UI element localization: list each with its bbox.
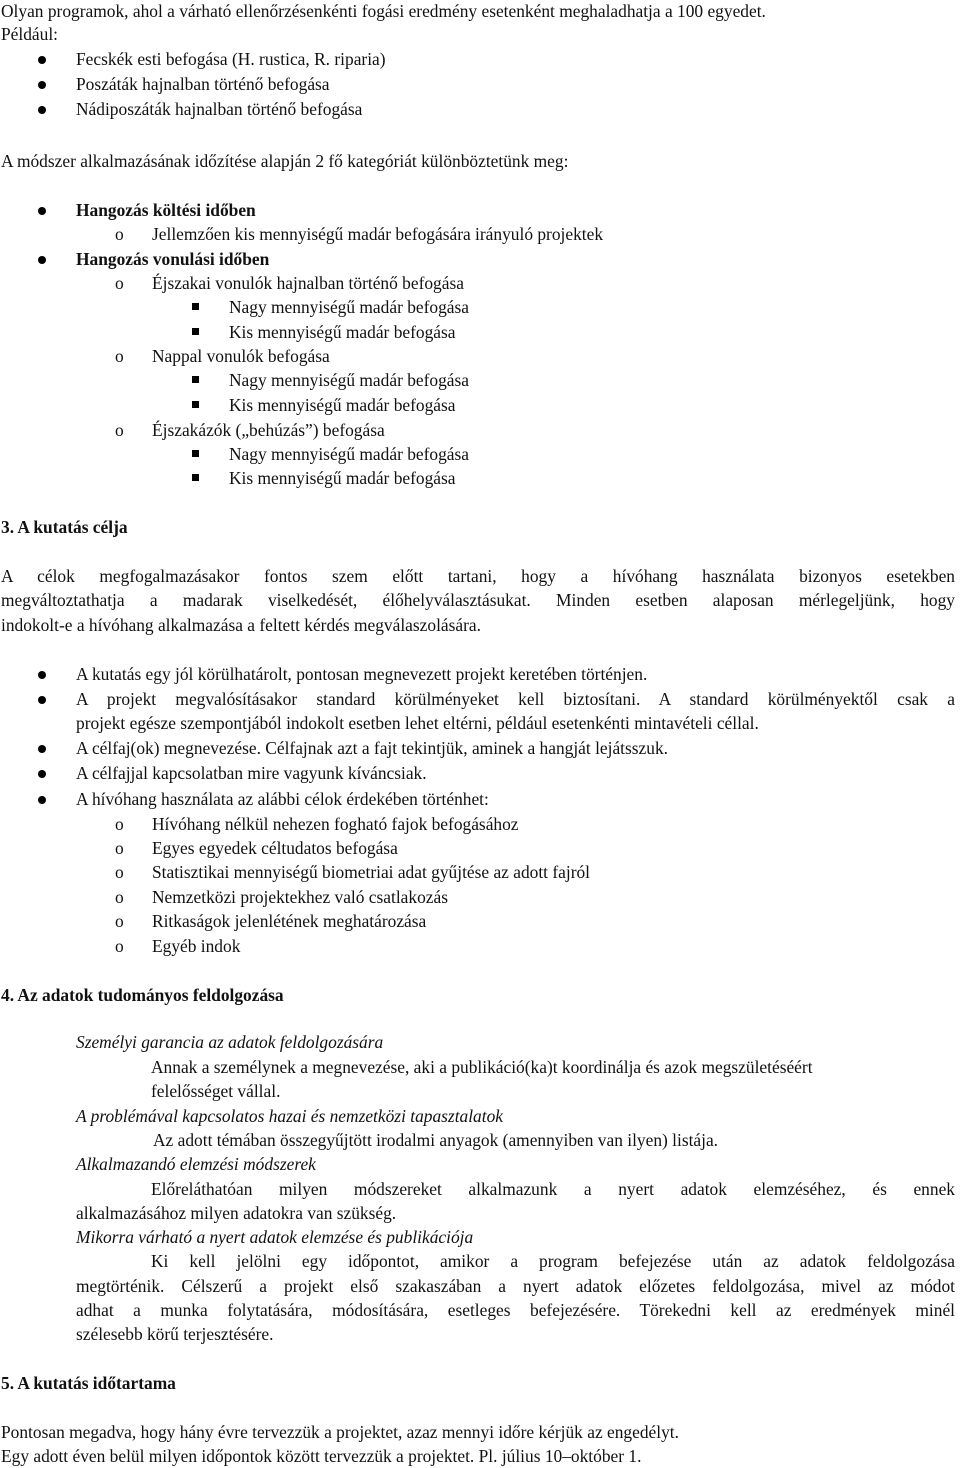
sub-item-large: Nagy mennyiségű madár befogása: [229, 297, 470, 317]
section-4-title: 4. Az adatok tudományos feldolgozása: [1, 985, 284, 1005]
bullet-icon: [38, 696, 46, 704]
square-bullet-icon: [192, 303, 199, 310]
purpose-item: Egyes egyedek céltudatos befogása: [152, 838, 398, 858]
aim-item: A hívóhang használata az alábbi célok érdekében történhet:: [76, 789, 489, 809]
purpose-item: Statisztikai mennyiségű biometriai adat gyűjtése az adott fajról: [152, 862, 591, 882]
square-bullet-icon: [192, 450, 199, 457]
categories-intro: A módszer alkalmazásának időzítése alapján 2 fő kategóriát különböztetünk meg:: [1, 151, 569, 171]
subheading: Mikorra várható a nyert adatok elemzése és publikációja: [76, 1227, 474, 1247]
square-bullet-icon: [192, 328, 199, 335]
paragraph-line: megtörténik. Célszerű a projekt első szakaszában a nyert adatok előzetes feldolgozása, mivel az módot: [76, 1276, 955, 1296]
ring-bullet-icon: o: [115, 420, 124, 440]
category-breeding-title: Hangozás költési időben: [76, 200, 256, 220]
sub-item-small: Kis mennyiségű madár befogása: [229, 322, 456, 342]
subheading: Személyi garancia az adatok feldolgozására: [76, 1032, 384, 1052]
aim-item-continuation: projekt egésze szempontjából indokolt esetben lehet eltérni, például esetenkénti mintavételi céllal.: [76, 713, 759, 733]
bullet-icon: [38, 56, 46, 64]
aim-item: A célfajjal kapcsolatban mire vagyunk kíváncsiak.: [76, 763, 427, 783]
paragraph-line: adhat a munka folytatására, módosítására, esetleges befejezésére. Törekedni kell az eredmények minél: [76, 1300, 955, 1320]
roosting-birds: Éjszakázók („behúzás”) befogása: [152, 420, 385, 440]
ring-bullet-icon: o: [115, 838, 124, 858]
sub-item-large: Nagy mennyiségű madár befogása: [229, 444, 470, 464]
paragraph-line: szélesebb körű terjesztésére.: [76, 1324, 274, 1344]
bullet-icon: [38, 671, 46, 679]
ring-bullet-icon: o: [115, 273, 124, 293]
example-item: Poszáták hajnalban történő befogása: [76, 74, 330, 94]
paragraph-line: alkalmazásához milyen adatokra van szükség.: [76, 1203, 397, 1223]
subheading: Alkalmazandó elemzési módszerek: [76, 1154, 316, 1174]
example-item: Fecskék esti befogása (H. rustica, R. riparia): [76, 49, 386, 69]
square-bullet-icon: [192, 376, 199, 383]
paragraph-line: Az adott témában összegyűjtött irodalmi anyagok (amennyiben van ilyen) listája.: [153, 1130, 719, 1150]
ring-bullet-icon: o: [115, 911, 124, 931]
ring-bullet-icon: o: [115, 346, 124, 366]
square-bullet-icon: [192, 401, 199, 408]
bullet-icon: [38, 106, 46, 114]
bullet-icon: [38, 256, 46, 264]
paragraph-line: Előreláthatóan milyen módszereket alkalmazunk a nyert adatok elemzéséhez, és ennek: [151, 1179, 955, 1199]
section-5-title: 5. A kutatás időtartama: [1, 1373, 176, 1393]
bullet-icon: [38, 745, 46, 753]
aim-item: A kutatás egy jól körülhatárolt, pontosan megnevezett projekt keretében történjen.: [76, 664, 648, 684]
paragraph-line: felelősséget vállal.: [151, 1081, 281, 1101]
sub-item-large: Nagy mennyiségű madár befogása: [229, 370, 470, 390]
paragraph-line: Pontosan megadva, hogy hány évre tervezzük a projektet, azaz mennyi időre kérjük az engedélyt.: [1, 1422, 679, 1442]
bullet-icon: [38, 207, 46, 215]
sub-item-small: Kis mennyiségű madár befogása: [229, 395, 456, 415]
day-migrants: Nappal vonulók befogása: [152, 346, 330, 366]
category-migration-title: Hangozás vonulási időben: [76, 249, 270, 269]
bullet-icon: [38, 770, 46, 778]
ring-bullet-icon: o: [115, 814, 124, 834]
bullet-icon: [38, 796, 46, 804]
paragraph-line: Annak a személynek a megnevezése, aki a publikáció(ka)t koordinálja és azok megszületéséért: [151, 1057, 813, 1077]
square-bullet-icon: [192, 474, 199, 481]
section-3-paragraph-line: A célok megfogalmazásakor fontos szem előtt tartani, hogy a hívóhang használata bizonyos esetekben: [1, 566, 955, 586]
section-3-title: 3. A kutatás célja: [1, 517, 128, 537]
ring-bullet-icon: o: [115, 862, 124, 882]
intro-line-1: Olyan programok, ahol a várható ellenőrzésenkénti fogási eredmény esetenként meghaladhatja a 100 egyedet.: [1, 1, 766, 21]
example-item: Nádiposzáták hajnalban történő befogása: [76, 99, 363, 119]
night-migrants: Éjszakai vonulók hajnalban történő befogása: [152, 273, 464, 293]
intro-line-2: Például:: [1, 24, 58, 44]
ring-bullet-icon: o: [115, 887, 124, 907]
purpose-item: Ritkaságok jelenlétének meghatározása: [152, 911, 427, 931]
purpose-item: Hívóhang nélkül nehezen fogható fajok befogásához: [152, 814, 519, 834]
purpose-item: Nemzetközi projektekhez való csatlakozás: [152, 887, 448, 907]
ring-bullet-icon: o: [115, 224, 124, 244]
section-3-paragraph-line: megváltoztathatja a madarak viselkedését, élőhelyválasztásukat. Minden esetben alaposan mérlegeljünk, hogy: [1, 590, 955, 610]
section-3-paragraph-line: indokolt-e a hívóhang alkalmazása a feltett kérdés megválaszolására.: [1, 615, 481, 635]
aim-item: A projekt megvalósításakor standard körülményeket kell biztosítani. A standard körülményektől csak a: [76, 689, 955, 709]
paragraph-line: Egy adott éven belül milyen időpontok között tervezzük a projektet. Pl. július 10–október 1.: [1, 1446, 642, 1466]
paragraph-line: Ki kell jelölni egy időpontot, amikor a program befejezése után az adatok feldolgozása: [151, 1251, 955, 1271]
sub-item-small: Kis mennyiségű madár befogása: [229, 468, 456, 488]
aim-item: A célfaj(ok) megnevezése. Célfajnak azt a fajt tekintjük, aminek a hangját lejátsszuk.: [76, 738, 669, 758]
subheading: A problémával kapcsolatos hazai és nemzetközi tapasztalatok: [76, 1106, 503, 1126]
ring-bullet-icon: o: [115, 936, 124, 956]
purpose-item: Egyéb indok: [152, 936, 241, 956]
category-breeding-sub: Jellemzően kis mennyiségű madár befogására irányuló projektek: [152, 224, 604, 244]
bullet-icon: [38, 81, 46, 89]
